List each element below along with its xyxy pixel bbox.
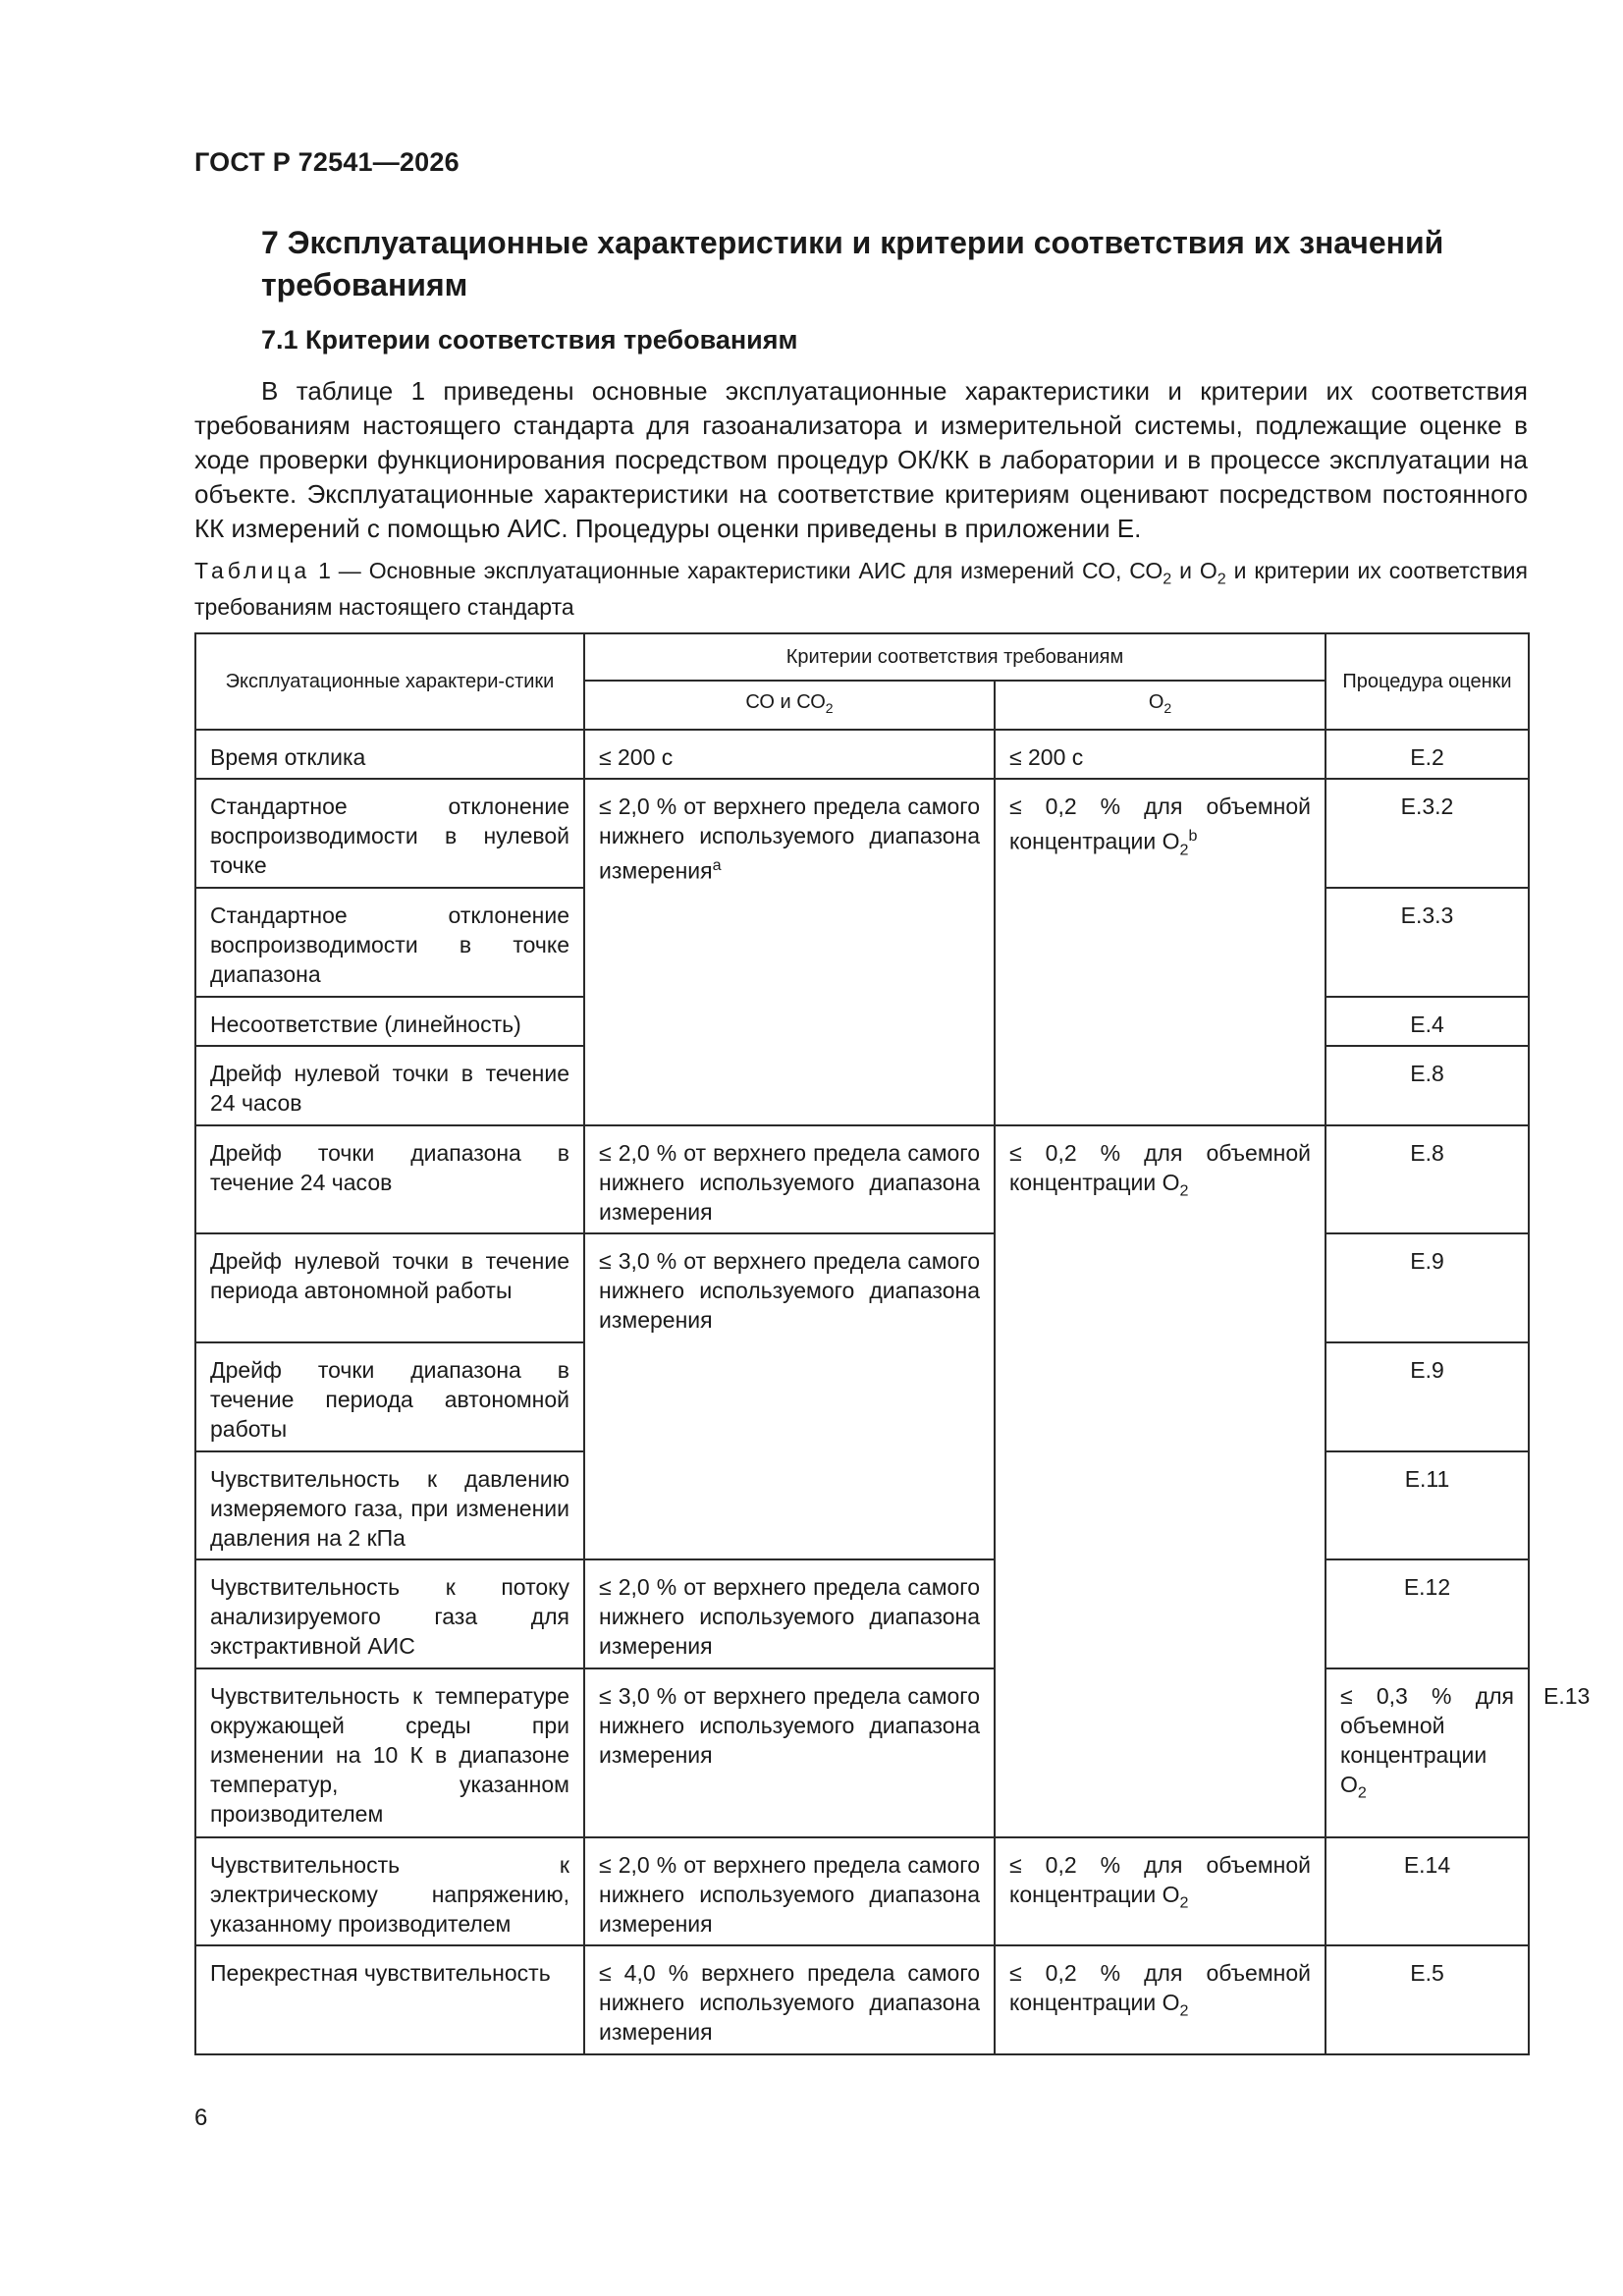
page-number: 6 bbox=[194, 2105, 208, 2131]
cell-characteristic: Чувствительность к давлению измеряемого газа, при изменении давления на 2 кПа bbox=[195, 1451, 584, 1559]
table-header-row bbox=[195, 633, 1529, 681]
cell-co-criteria: ≤ 3,0 % от верхнего предела самого нижнего используемого диапазона измерения bbox=[584, 1233, 995, 1559]
table-caption-text: и критерии их соответствия требованиям настоящего стандарта bbox=[194, 558, 1528, 620]
section-title: 7 Эксплуатационные характеристики и критерии соответствия их значений требованиям bbox=[261, 225, 1444, 302]
body-paragraph: В таблице 1 приведены основные эксплуатационные характеристики и критерии их соответствия требованиям настоящего стандарта для газоанализатора и измерительной системы, подлежащие оценке в ходе проверки функционирования посредством процедур ОК/КК в лаборатории и в процессе эксплуатации на объекте. Эксплуатационные характеристики на соответствие критериям оценивают посредством постоянного КК измерений с помощью АИС. Процедуры оценки приведены в приложении Е. bbox=[194, 376, 1528, 543]
cell-o2-criteria: ≤ 0,2 % для объемной концентрации $О_2$ bbox=[995, 1837, 1325, 1945]
cell-characteristic: Стандартное отклонение воспроизводимости в точке диапазона bbox=[195, 888, 584, 997]
cell-o2-criteria: ≤ 0,2 % для объемной концентрации $О_2$ bbox=[995, 1945, 1325, 2054]
cell-procedure: Е.2 bbox=[1325, 730, 1529, 779]
cell-procedure: Е.9 bbox=[1325, 1233, 1529, 1342]
cell-procedure: Е.8 bbox=[1325, 1125, 1529, 1233]
document-code: ГОСТ Р 72541—2026 bbox=[194, 147, 460, 177]
cell-characteristic: Стандартное отклонение воспроизводимости в нулевой точке bbox=[195, 779, 584, 888]
table-caption-text: 1 — Основные эксплуатационные характеристики АИС для измерений СО, СО bbox=[310, 558, 1163, 583]
cell-co-criteria: ≤ 200 с bbox=[584, 730, 995, 779]
table-caption-sub: 2 bbox=[1217, 570, 1226, 588]
cell-co-criteria: ≤ 2,0 % от верхнего предела самого нижнего используемого диапазона измерения bbox=[584, 1125, 995, 1233]
cell-characteristic: Дрейф нулевой точки в течение 24 часов bbox=[195, 1046, 584, 1125]
cell-o2-criteria: ≤ 0,2 % для объемной концентрации $О_2^b$ bbox=[995, 779, 1325, 1125]
cell-characteristic: Чувствительность к электрическому напряжению, указанному производителем bbox=[195, 1837, 584, 1945]
cell-characteristic: Перекрестная чувствительность bbox=[195, 1945, 584, 2054]
table-row bbox=[195, 730, 1529, 779]
header-characteristic: Эксплуатационные характери-стики bbox=[195, 633, 584, 730]
table-caption-label: Таблица bbox=[194, 558, 311, 583]
cell-co-criteria: ≤ 3,0 % от верхнего предела самого нижнего используемого диапазона измерения bbox=[584, 1668, 995, 1837]
cell-co-criteria: ≤ 4,0 % верхнего предела самого нижнего используемого диапазона измерения bbox=[584, 1945, 995, 2054]
cell-procedure: Е.4 bbox=[1325, 997, 1529, 1046]
cell-o2-criteria: ≤ 0,2 % для объемной концентрации $О_2$ bbox=[995, 1125, 1325, 1837]
cell-characteristic: Дрейф точки диапазона в течение 24 часов bbox=[195, 1125, 584, 1233]
header-o2: $О_2$ bbox=[995, 681, 1325, 730]
cell-procedure: Е.3.2 bbox=[1325, 779, 1529, 888]
cell-co-criteria: ≤ 2,0 % от верхнего предела самого нижнего используемого диапазона измерения$^a$ bbox=[584, 779, 995, 1125]
cell-characteristic: Дрейф точки диапазона в течение периода автономной работы bbox=[195, 1342, 584, 1451]
cell-procedure: Е.14 bbox=[1325, 1837, 1529, 1945]
cell-characteristic: Чувствительность к температуре окружающей среды при изменении на 10 К в диапазоне температур, указанном производителем bbox=[195, 1668, 584, 1837]
cell-o2-criteria: ≤ 200 с bbox=[995, 730, 1325, 779]
cell-co-criteria: ≤ 2,0 % от верхнего предела самого нижнего используемого диапазона измерения bbox=[584, 1559, 995, 1668]
criteria-table bbox=[194, 632, 1591, 2055]
header-co-co2: СО и $СО_2$ bbox=[584, 681, 995, 730]
table-caption bbox=[194, 557, 1528, 621]
cell-procedure: Е.11 bbox=[1325, 1451, 1529, 1559]
cell-o2-criteria: ≤ 0,3 % для объемной концентрации $О_2$ bbox=[1325, 1668, 1529, 1837]
cell-characteristic: Дрейф нулевой точки в течение периода автономной работы bbox=[195, 1233, 584, 1342]
table-caption-text: и О bbox=[1171, 558, 1217, 583]
header-criteria: Критерии соответствия требованиям bbox=[584, 633, 1325, 681]
cell-characteristic: Время отклика bbox=[195, 730, 584, 779]
cell-characteristic: Чувствительность к потоку анализируемого газа для экстрактивной АИС bbox=[195, 1559, 584, 1668]
header-procedure: Процедура оценки bbox=[1325, 633, 1529, 730]
cell-procedure: Е.8 bbox=[1325, 1046, 1529, 1125]
table-row bbox=[195, 1837, 1529, 1945]
table-row bbox=[195, 1233, 1529, 1342]
cell-procedure: Е.3.3 bbox=[1325, 888, 1529, 997]
cell-characteristic: Несоответствие (линейность) bbox=[195, 997, 584, 1046]
cell-procedure: Е.12 bbox=[1325, 1559, 1529, 1668]
cell-procedure: Е.9 bbox=[1325, 1342, 1529, 1451]
cell-co-criteria: ≤ 2,0 % от верхнего предела самого нижнего используемого диапазона измерения bbox=[584, 1837, 995, 1945]
table-row bbox=[195, 1559, 1529, 1668]
table-row bbox=[195, 1125, 1529, 1233]
table-row: Чувствительность к температуре окружающей среды при изменении на 10 К в диапазоне температур, указанном производителем ≤ 3,0 % от верхнего предела самого нижнего используемого диапазона измерения ≤ 0,3 % для объемной концентрации $О_2$ Е.13 bbox=[195, 1668, 1529, 1837]
subsection-title: 7.1 Критерии соответствия требованиям bbox=[261, 325, 798, 355]
table-row bbox=[195, 1945, 1529, 2054]
cell-procedure: Е.5 bbox=[1325, 1945, 1529, 2054]
table-caption-sub: 2 bbox=[1163, 570, 1172, 588]
table-row bbox=[195, 779, 1529, 888]
